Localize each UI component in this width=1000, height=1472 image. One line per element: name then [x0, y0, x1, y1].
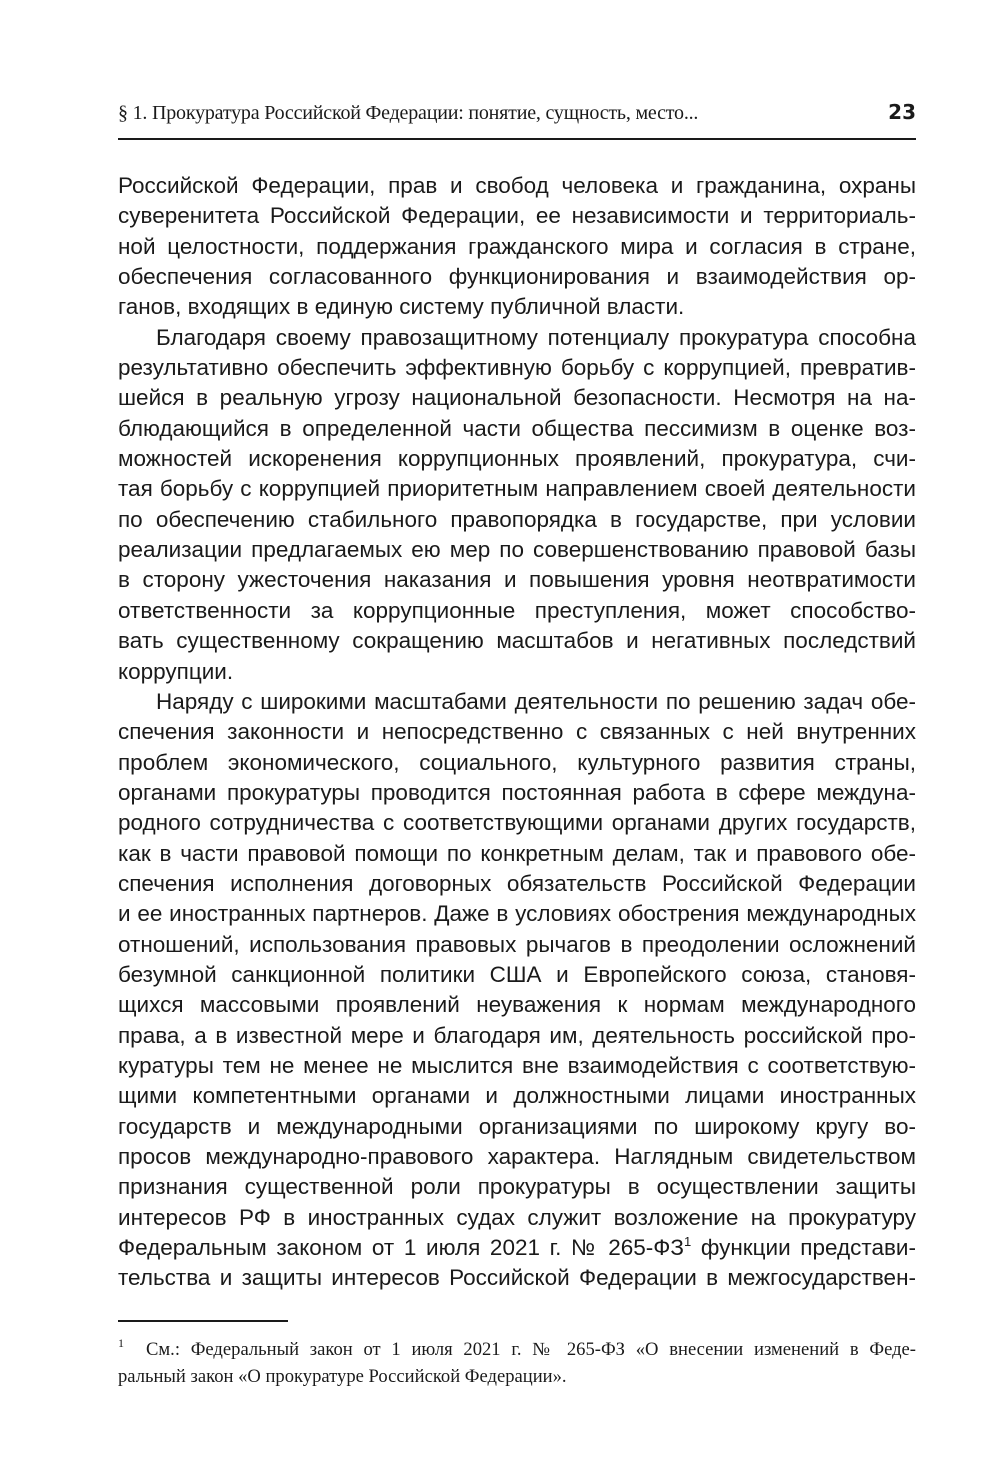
paragraph [118, 171, 916, 323]
text-line: как в части правовой помощи по конкретным делам, так и правового обе- [118, 840, 916, 866]
text-line: суверенитета Российской Федерации, ее независимости и территориаль- [118, 203, 916, 229]
text-line: тая борьбу с коррупцией приоритетным направлением своей деятельности [118, 476, 916, 502]
text-line: реализации предлагаемых ею мер по совершенствованию правовой базы [118, 537, 916, 563]
text-line: интересов РФ в иностранных судах служит возложение на прокуратуру [118, 1204, 916, 1230]
text-line: ганов, входящих в единую систему публичной власти. [118, 294, 685, 320]
text-line: вать существенному сокращению масштабов и негативных последствий [118, 628, 916, 654]
text-line: родного сотрудничества с соответствующими органами других государств, [118, 810, 916, 836]
text-line: спечения исполнения договорных обязательств Российской Федерации [118, 870, 916, 896]
text-line: щихся массовыми проявлений неуважения к нормам международного [118, 992, 916, 1018]
text-line: коррупции. [118, 658, 234, 684]
text-line: просов международно-правового характера. Наглядным свидетельством [118, 1144, 916, 1169]
page-number: 23 [888, 100, 916, 124]
footnote-line: См.: Федеральный закон от 1 июля 2021 г. № 265-ФЗ «О внесении изменений в Феде- [146, 1339, 916, 1360]
text-line: шейся в реальную угрозу национальной безопасности. Несмотря на на- [118, 385, 916, 411]
text-line: результативно обеспечить эффективную борьбу с коррупцией, превратив- [118, 355, 916, 381]
text-line: ответственности за коррупционные преступления, может способство- [118, 597, 916, 623]
text-line: безумной санкционной политики США и Европейского союза, становя- [118, 961, 916, 987]
footnote-rule [118, 1320, 288, 1322]
footnote [118, 1336, 916, 1390]
text-line: можностей искоренения коррупционных проявлений, прокуратура, счи- [118, 446, 916, 472]
text-line: блюдающийся в определенной части общества пессимизм в оценке воз- [118, 415, 916, 441]
text-line: и ее иностранных партнеров. Даже в условиях обострения международных [118, 901, 916, 927]
paragraph [118, 323, 916, 687]
text-line: Российской Федерации, прав и свобод человека и гражданина, охраны [118, 173, 916, 198]
text-line: в сторону ужесточения наказания и повышения уровня неотвратимости [118, 567, 916, 593]
text-line: органами прокуратуры проводится постоянная работа в сфере междуна- [118, 779, 916, 805]
text-line: тельства и защиты интересов Российской Федерации в межгосударствен- [118, 1265, 916, 1291]
header-rule [118, 138, 916, 140]
text-line: куратуры тем не менее не мыслится вне взаимодействия с соответствую- [118, 1052, 916, 1078]
text-line: щими компетентными органами и должностными лицами иностранных [118, 1083, 916, 1109]
text-line: ной целостности, поддержания гражданского мира и согласия в стране, [118, 233, 916, 259]
text-line: по обеспечению стабильного правопорядка в государстве, при условии [118, 506, 916, 532]
footnote-mark: 1 [118, 1336, 124, 1350]
running-head [118, 100, 916, 132]
text-line: проблем экономического, социального, культурного развития страны, [118, 749, 916, 775]
paragraph [118, 687, 916, 1294]
running-title: § 1. Прокуратура Российской Федерации: понятие, сущность, место... [118, 102, 699, 124]
text-fragment: Федеральным законом от 1 июля 2021 г. № 265-ФЗ [118, 1235, 684, 1261]
text-line-with-footnote [118, 1233, 916, 1263]
text-line: отношений, использования правовых рычагов в преодолении осложнений [118, 931, 916, 957]
text-fragment: функции представи- [700, 1235, 916, 1261]
footnote-reference[interactable]: 1 [683, 1234, 692, 1250]
text-line: Благодаря своему правозащитному потенциалу прокуратура способна [156, 324, 916, 350]
text-line: признания существенной роли прокуратуры в осуществлении защиты [118, 1174, 916, 1200]
text-line: права, а в известной мере и благодаря им, деятельность российской про- [118, 1022, 916, 1048]
body-text [118, 171, 916, 1294]
text-line: государств и международными организациями по широкому кругу во- [118, 1113, 916, 1139]
footnote-line: ральный закон «О прокуратуре Российской Федерации». [118, 1366, 567, 1387]
text-line: обеспечения согласованного функционирования и взаимодействия ор- [118, 264, 916, 290]
text-line: Наряду с широкими масштабами деятельности по решению задач обе- [156, 688, 916, 714]
text-line: спечения законности и непосредственно с связанных с ней внутренних [118, 719, 916, 745]
